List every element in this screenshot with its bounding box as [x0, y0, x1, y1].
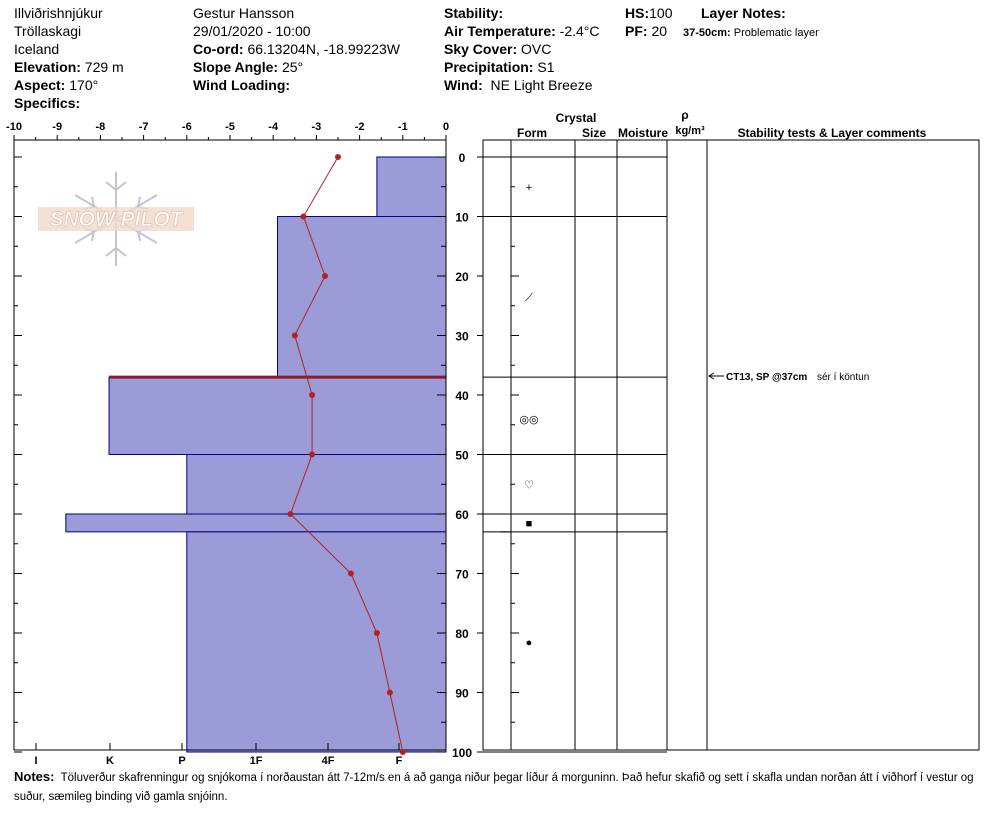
hs-value: 100: [649, 5, 673, 21]
temp-tick-label: -7: [138, 121, 149, 133]
depth-tick-label: 60: [455, 508, 469, 522]
stability-test-label: CT13, SP @37cm: [726, 372, 808, 383]
moisture-header: Moisture: [617, 126, 669, 140]
hardness-tick-label: P: [178, 755, 186, 767]
hardness-tick-label: I: [34, 755, 38, 767]
location-name: Illviðrishnjúkur: [14, 5, 103, 21]
depth-tick-label: 30: [455, 329, 469, 344]
crystal-forms: [519, 182, 538, 649]
coord-value: 66.13204N, -18.99223W: [247, 41, 400, 57]
slope-value: 25°: [281, 59, 304, 75]
temperature-axis: [6, 121, 449, 140]
stability-label: Stability:: [444, 5, 504, 21]
crystal-form-symbol: ♡: [524, 479, 534, 492]
temperature-point: [374, 630, 380, 636]
wind-loading-label: Wind Loading:: [193, 77, 291, 93]
temperature-point: [387, 690, 393, 696]
temp-tick-label: -5: [225, 121, 235, 133]
air-temp-label: Air Temperature:: [444, 23, 556, 39]
hardness-tick-label: 1F: [249, 755, 263, 767]
hardness-tick-label: 4F: [321, 755, 335, 767]
coord-label: Co-ord:: [193, 41, 244, 57]
crystal-form-symbol: ■: [525, 517, 533, 530]
snow-pilot-logo: [38, 207, 194, 231]
layer-note-text: Problematic layer: [733, 27, 819, 39]
slope-label: Slope Angle:: [193, 59, 279, 75]
elevation-label: Elevation:: [14, 59, 81, 75]
temperature-point: [309, 392, 315, 398]
layer-note-range: 37-50cm:: [683, 27, 731, 39]
form-column-ticks: [511, 157, 519, 752]
country-name: Iceland: [14, 41, 60, 57]
temperature-point: [322, 273, 328, 279]
aspect-label: Aspect:: [14, 77, 66, 93]
observer-name: Gestur Hansson: [193, 5, 295, 21]
temperature-point: [300, 214, 306, 220]
depth-tick-label: 20: [455, 270, 469, 284]
crystal-form-symbol: ◎◎: [519, 413, 539, 426]
temp-tick-label: -8: [95, 121, 106, 133]
notes-text: Töluverður skafrenningur og snjókoma í norðaustan átt 7-12m/s en á að ganga niður þegar líður á morguninn. Það hefur skafið og sett í skafla undan norðan átt í viðhorf í vestur og suður, sæmileg binding við gamla snjóinn.: [14, 772, 974, 803]
crystal-form-symbol: ●: [525, 636, 533, 649]
precipitation-label: Precipitation:: [444, 59, 534, 75]
crystal-form-symbol: +: [525, 181, 533, 194]
depth-tick-label: 10: [455, 210, 469, 225]
notes-section: [14, 767, 984, 807]
hs-label: HS:: [625, 5, 650, 21]
crystal-table: [483, 140, 979, 750]
hardness-layer-bar: [66, 514, 446, 532]
hardness-layer-bar: [187, 455, 446, 515]
temperature-point: [309, 452, 315, 458]
comments-header: Stability tests & Layer comments: [737, 126, 927, 140]
crystal-form-symbol: ⟋: [525, 291, 533, 304]
depth-tick-label: 0: [458, 151, 466, 165]
temp-tick-label: -1: [397, 121, 408, 133]
depth-tick-label: 70: [455, 567, 469, 582]
temp-tick-label: -3: [311, 121, 322, 133]
elevation-value: 729 m: [84, 59, 124, 75]
depth-tick-label: 50: [455, 448, 469, 463]
observation-datetime: 29/01/2020 - 10:00: [193, 23, 311, 39]
hardness-layer-bar: [278, 217, 446, 378]
hardness-layer-bar: [109, 377, 446, 454]
sky-cover-value: OVC: [521, 41, 552, 57]
depth-tick-label: 40: [455, 389, 469, 403]
specifics-label: Specifics:: [14, 95, 81, 111]
wind-label: Wind:: [444, 77, 483, 93]
crystal-header: Crystal: [555, 111, 597, 125]
temp-tick-label: -10: [6, 121, 22, 133]
hardness-layer-bar: [187, 532, 446, 752]
hardness-tick-label: K: [106, 755, 114, 767]
depth-tick-label: 100: [451, 746, 473, 760]
layer-notes-label: Layer Notes:: [701, 5, 786, 21]
temp-tick-label: -4: [268, 121, 279, 133]
depth-tick-label: 90: [455, 686, 469, 701]
rho-header: ρ: [681, 108, 689, 122]
wind-value: NE Light Breeze: [490, 77, 593, 93]
precipitation-value: S1: [537, 59, 555, 75]
weak-layer-marker: [109, 376, 446, 379]
sky-cover-label: Sky Cover:: [444, 41, 518, 57]
temp-tick-label: -2: [354, 121, 365, 133]
form-header: Form: [517, 126, 547, 140]
pf-value: 20: [651, 23, 668, 39]
aspect-value: 170°: [69, 77, 99, 93]
hardness-tick-label: F: [395, 755, 403, 767]
size-header: Size: [581, 126, 607, 140]
hardness-layer-bar: [377, 157, 446, 217]
density-header: kg/m³: [675, 125, 705, 137]
hardness-layers: [66, 157, 446, 752]
stability-test-comment: sér í köntun: [817, 372, 870, 383]
temperature-point: [400, 749, 406, 755]
notes-label: Notes:: [14, 769, 55, 784]
logo-text: SNOW PILOT: [49, 208, 183, 231]
temp-tick-label: -6: [181, 121, 192, 133]
stability-test-annotation: [709, 372, 869, 383]
temperature-point: [287, 511, 293, 517]
temperature-point: [348, 571, 354, 577]
temperature-point: [292, 333, 298, 339]
region-name: Tröllaskagi: [14, 23, 82, 39]
temperature-point: [335, 154, 341, 160]
temp-tick-label: -9: [52, 121, 63, 133]
temp-tick-label: 0: [442, 121, 450, 133]
weak-layer-line: [109, 376, 446, 379]
air-temp-value: -2.4°C: [559, 23, 600, 39]
pf-label: PF:: [625, 23, 648, 39]
depth-tick-label: 80: [455, 627, 469, 641]
